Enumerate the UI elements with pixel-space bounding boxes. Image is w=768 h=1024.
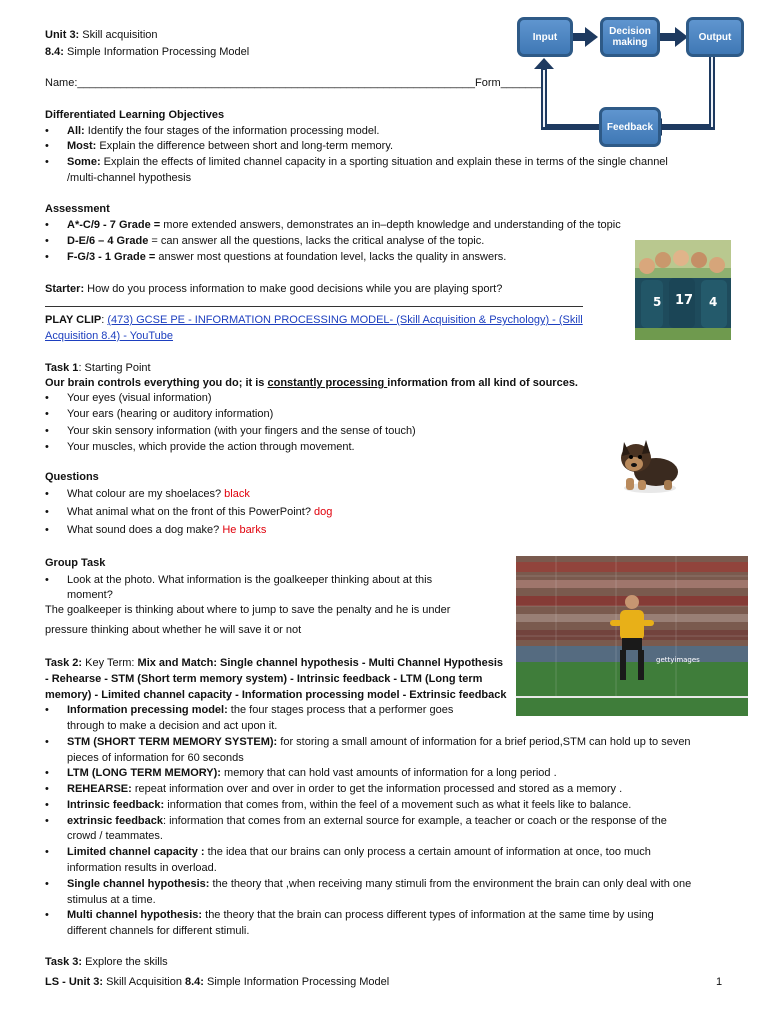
questions-heading: Questions (45, 471, 99, 483)
term-stm-cont: pieces of information for 60 seconds (67, 752, 244, 764)
name-form-line: Name:_________________________________________________________________Form_______ (45, 77, 544, 89)
team-number-1: 5 (653, 295, 662, 309)
objectives-heading: Differentiated Learning Objectives (45, 109, 225, 121)
output-box: Output (686, 17, 744, 57)
term-extrinsic-cont: crowd / teammates. (67, 830, 163, 842)
term-ipm-cont: through to make a decision and act upon it. (67, 720, 278, 732)
term-mch-cont: different channels for different stimuli. (67, 925, 250, 937)
feedback-box: Feedback (599, 107, 661, 147)
task2-terms-line2: - Rehearse - STM (Short term memory system) - Intrinsic feedback - LTM (Long term (45, 673, 483, 685)
topic-line: 8.4: Simple Information Processing Model (45, 46, 250, 58)
unit-line: Unit 3: Skill acquisition (45, 29, 158, 41)
team-huddle-photo (635, 240, 731, 340)
input-box: Input (517, 17, 573, 57)
decision-making-box: Decision making (600, 17, 660, 57)
page-number: 1 (716, 976, 723, 988)
team-number-2: 17 (675, 293, 694, 308)
task2-terms-line3: memory) - Limited channel capacity - Information processing model - Extrinsic feedback (45, 689, 507, 701)
divider (45, 306, 583, 307)
task1-intro: Our brain controls everything you do; it is constantly processing information from all kind of sources. (45, 377, 578, 389)
term-lcc-cont: information results in overload. (67, 862, 217, 874)
arrow-input-decision (569, 27, 598, 47)
objective-some-continued: /multi-channel hypothesis (67, 172, 192, 184)
arrow-output-feedback (652, 56, 712, 136)
team-number-3: 4 (709, 295, 718, 309)
group-task-answer-1: The goalkeeper is thinking about where to jump to save the penalty and he is under (45, 604, 451, 616)
youtube-link[interactable]: (473) GCSE PE - INFORMATION PROCESSING MODEL- (Skill Acquisition & Psychology) - (Skill (107, 314, 583, 326)
arrow-decision-output (659, 27, 688, 47)
task3-heading: Task 3: Explore the skills (45, 956, 168, 968)
term-sch-cont: stimulus at a time. (67, 894, 156, 906)
group-task-heading: Group Task (45, 557, 106, 569)
task1-heading: Task 1: Starting Point (45, 362, 151, 374)
task2-heading: Task 2: Key Term: Mix and Match: Single channel hypothesis - Multi Channel Hypothesis (45, 657, 504, 669)
goalkeeper-photo (516, 556, 748, 716)
play-clip-line-2 (45, 329, 173, 343)
play-clip-line: PLAY CLIP: (473) GCSE PE - INFORMATION PROCESSING MODEL- (Skill Acquisition & Psychology) - (Skill (45, 314, 583, 326)
group-task-bullet-cont: moment? (67, 589, 113, 601)
puppy-photo (612, 428, 684, 498)
footer: LS - Unit 3: Skill Acquisition 8.4: Simple Information Processing Model (45, 976, 390, 988)
getty-watermark: gettyimages (656, 656, 700, 664)
youtube-link-continued[interactable]: Acquisition 8.4) - YouTube (45, 330, 174, 342)
starter-line: Starter: How do you process information to make good decisions while you are playing sport? (45, 283, 503, 295)
arrow-feedback-input (534, 58, 600, 127)
group-task-answer-2: pressure thinking about whether he will save it or not (45, 624, 302, 636)
assessment-heading: Assessment (45, 203, 110, 215)
